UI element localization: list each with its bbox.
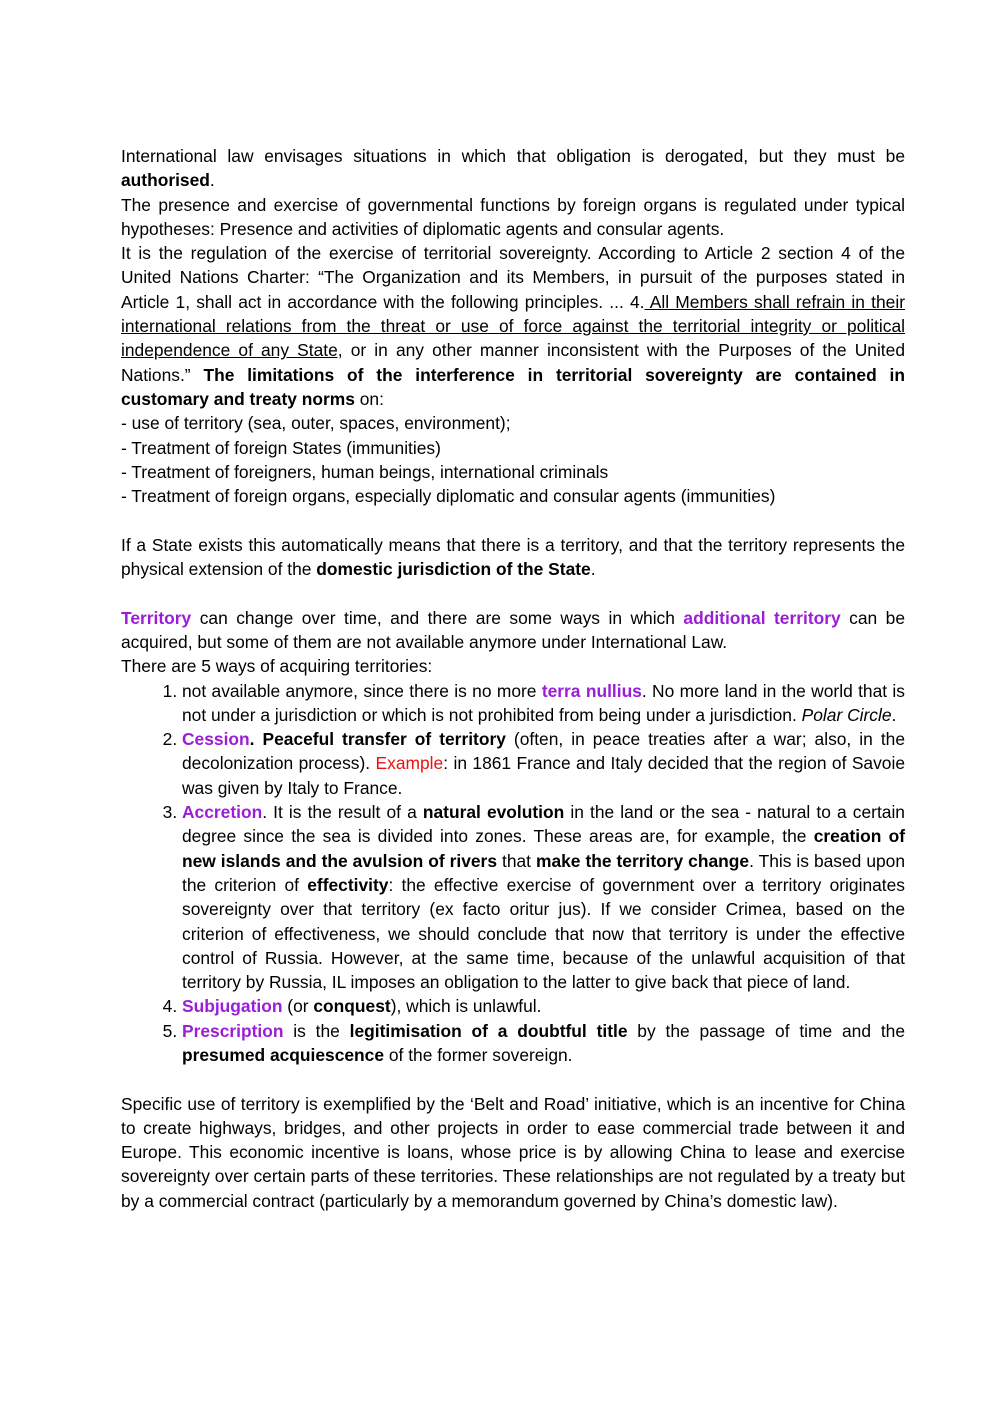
bullet-item: - Treatment of foreigners, human beings, international criminals: [121, 461, 609, 482]
bold-domestic-jurisdiction: domestic jurisdiction of the State: [316, 559, 591, 580]
bold-authorised: authorised: [121, 170, 210, 191]
list-item-prescription: 5. Prescription is the legitimisation of a doubtful title by the passage of time and the presumed acquiescence of the former sovereign.: [182, 1019, 905, 1068]
highlight-cession: Cession: [182, 729, 250, 750]
list-item-terra-nullius: 1. not available anymore, since there is no more terra nullius. No more land in the world that is not under a jurisdiction or which is not prohibited from being under a jurisdiction. Polar Circle.: [182, 679, 905, 728]
list-item-accretion: 3. Accretion. It is the result of a natural evolution in the land or the sea - natural to a certain degree since the sea is divided into zones. These areas are, for example, the creation of new islands and the avulsion of rivers that make the territory change. This is based upon the criterion of effectivity: the effective exercise of government over a territory originates sovereignty over that territory (ex facto oritur jus). If we consider Crimea, based on the criterion of effectiveness, we should conclude that now that territory is under the effective control of Russia. However, at the same time, because of the unlawful acquisition of that territory by Russia, IL imposes an obligation to the latter to give back that piece of land.: [182, 800, 905, 994]
document-body: [121, 144, 905, 1213]
highlight-territory: Territory: [121, 607, 192, 628]
paragraph-foreign-organs: The presence and exercise of governmental functions by foreign organs is regulated under typical hypotheses: Presence and activities of diplomatic agents and consular agents.: [121, 194, 905, 239]
highlight-terra-nullius: terra nullius: [541, 680, 642, 701]
paragraph-state-territory: If a State exists this automatically means that there is a territory, and that the territory represents the physical extension of the domestic jurisdiction of the State.: [121, 534, 905, 580]
highlight-accretion: Accretion: [182, 802, 263, 823]
bold-limitations: The limitations of the interference in territorial sovereignty are contained in customary and treaty norms: [121, 364, 906, 409]
paragraph-spacer: [121, 508, 905, 532]
underlined-charter-quote: All Members shall refrain in their international relations from the threat or use of force against the territorial integrity or political independence of any State,: [121, 291, 905, 361]
paragraph-un-charter: It is the regulation of the exercise of territorial sovereignty. According to Article 2 section 4 of the United Nations Charter: “The Organization and its Members, in pursuit of the purposes stated in Article 1, shall act in accordance with the following principles. ... 4. All Members shall refrain in their international relations from the threat or use of force against the territorial integrity or political independence of any State, or in any other manner inconsistent with the Purposes of the United Nations.” The limitations of the interference in territorial sovereignty are contained in customary and treaty norms on:: [121, 243, 906, 409]
paragraph-spacer: [121, 581, 905, 605]
bullet-item: - Treatment of foreign States (immunities): [121, 437, 441, 458]
example-label: Example: [375, 753, 444, 774]
paragraph-spacer: [121, 1067, 905, 1091]
paragraph-derogation: International law envisages situations in which that obligation is derogated, but they must be authorised.: [121, 146, 905, 191]
highlight-prescription: Prescription: [182, 1020, 284, 1041]
bullet-item: - use of territory (sea, outer, spaces, environment);: [121, 413, 511, 434]
highlight-subjugation: Subjugation: [182, 996, 283, 1017]
list-item-subjugation: 4. Subjugation (or conquest), which is unlawful.: [182, 994, 905, 1018]
bullet-item: - Treatment of foreign organs, especially diplomatic and consular agents (immunities): [121, 486, 776, 507]
acquisition-list: [121, 679, 905, 1068]
paragraph-five-ways: There are 5 ways of acquiring territories:: [121, 656, 433, 677]
italic-polar-circle: Polar Circle: [801, 704, 892, 725]
highlight-additional-territory: additional territory: [683, 607, 841, 628]
list-item-cession: 2. Cession. Peaceful transfer of territory (often, in peace treaties after a war; also, in the decolonization process). Example: in 1861 France and Italy decided that the region of Savoie was given by Italy to France.: [182, 727, 905, 800]
paragraph-belt-and-road: Specific use of territory is exemplified by the ‘Belt and Road’ initiative, which is an incentive for China to create highways, bridges, and other projects in order to ease commercial trade between it and Europe. This economic incentive is loans, whose price is by allowing China to lease and exercise sovereignty over certain parts of these territories. These relationships are not regulated by a treaty but by a commercial contract (particularly by a memorandum governed by China’s domestic law).: [121, 1093, 905, 1211]
paragraph-territory-change: Territory can change over time, and there are some ways in which additional territory can be acquired, but some of them are not available anymore under International Law.: [121, 607, 906, 652]
